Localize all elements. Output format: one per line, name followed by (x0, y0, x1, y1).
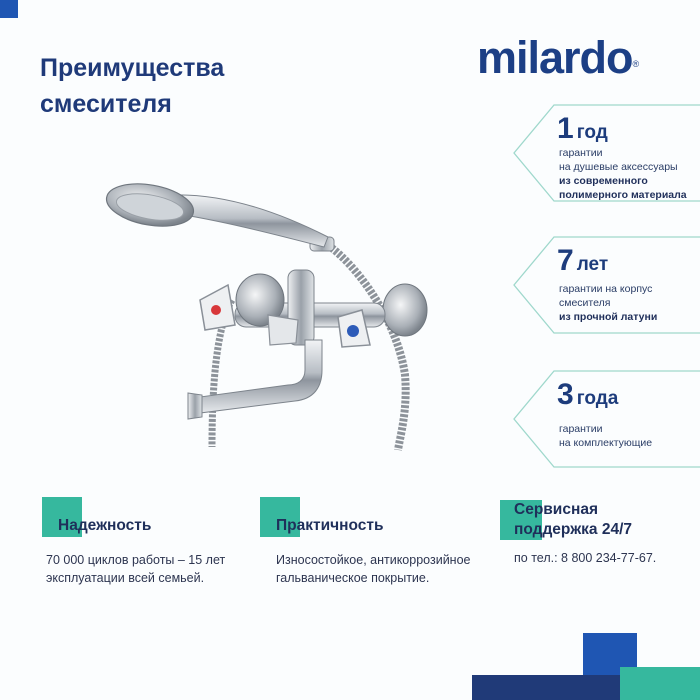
guarantee-card-1 (512, 104, 700, 202)
page-title-line-2: смесителя (40, 90, 172, 118)
guarantee-line: гарантии (559, 147, 603, 159)
feature-line: эксплуатации всей семьей. (46, 571, 205, 585)
middle-handle (268, 315, 298, 345)
feature-text (46, 551, 225, 587)
feature-line: гальваническое покрытие. (276, 571, 430, 585)
guarantee-number-3: 3 (557, 378, 574, 411)
guarantee-number-2: 7 (557, 244, 574, 277)
guarantee-unit-1: год (576, 122, 608, 143)
shower-handle (170, 195, 328, 247)
service-title-line-2: поддержка 24/7 (514, 521, 633, 538)
brand-logo (477, 30, 638, 86)
service-title (514, 500, 632, 540)
feature-title: Практичность (276, 517, 384, 534)
feature-line: 70 000 циклов работы – 15 лет (46, 553, 226, 567)
guarantee-line: из прочной латуни (559, 311, 658, 323)
guarantee-line: гарантии на корпус (559, 283, 653, 295)
wall-flange-right (383, 284, 427, 336)
guarantee-line: полимерного материала (559, 189, 687, 201)
shower-hose (328, 245, 406, 450)
guarantee-unit-3: года (576, 388, 619, 409)
guarantee-value-2 (557, 244, 608, 278)
guarantee-line: из современного (559, 175, 648, 187)
page-title-line-1: Преимущества (40, 54, 225, 82)
registered-mark: ® (632, 59, 639, 69)
guarantee-line: смесителя (559, 297, 611, 309)
corner-square-decoration (0, 0, 18, 18)
guarantee-line: гарантии (559, 423, 603, 435)
decoration-teal-block (620, 667, 700, 700)
guarantee-text-3 (559, 422, 652, 450)
guarantee-value-1 (557, 112, 608, 146)
guarantee-number-1: 1 (557, 112, 574, 145)
guarantee-card-2 (512, 236, 700, 334)
guarantee-text-1 (559, 146, 687, 202)
guarantee-value-3 (557, 378, 618, 412)
guarantee-line: на душевые аксессуары (559, 161, 678, 173)
guarantee-unit-2: лет (576, 254, 609, 275)
feature-line: Износостойкое, антикоррозийное (276, 553, 471, 567)
feature-title: Надежность (58, 517, 152, 534)
guarantee-card-3 (512, 370, 700, 468)
service-phone-text: по тел.: 8 800 234-77-67. (514, 551, 657, 565)
feature-text (276, 551, 470, 587)
brand-name: milardo (477, 32, 633, 83)
service-title-line-1: Сервисная (514, 501, 598, 518)
spout (200, 340, 322, 413)
faucet-product-image (100, 175, 440, 465)
decoration-navy-bar (472, 675, 620, 700)
guarantee-line: на комплектующие (559, 437, 653, 449)
page-title (40, 50, 224, 122)
guarantee-text-2 (559, 282, 657, 324)
